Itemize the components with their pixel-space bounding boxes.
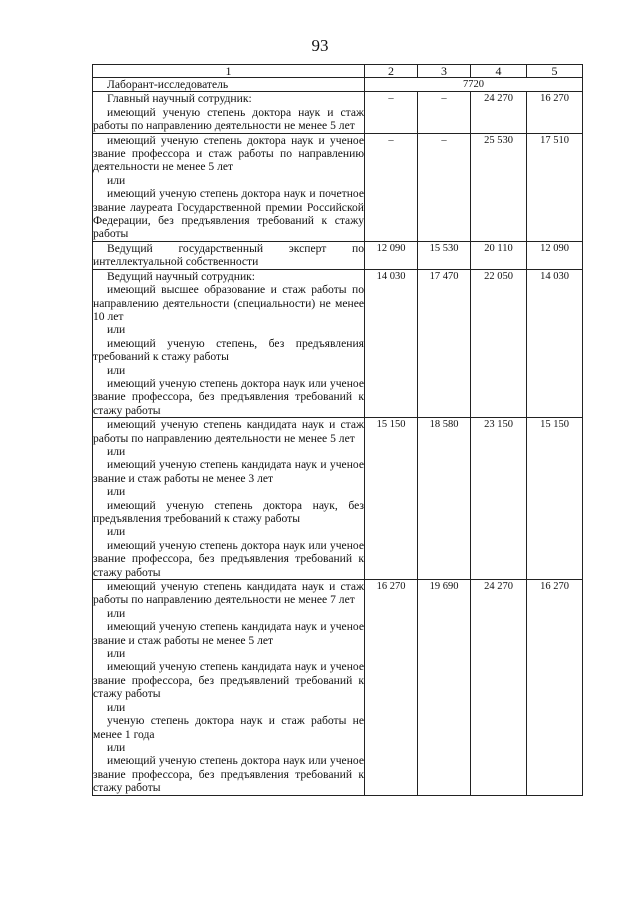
description-line: имеющий ученую степень доктора наук и почетное звание лауреата Государственной премии Российской Федерации, без предъявления требований к стажу работы bbox=[93, 187, 364, 241]
salary-value-c3: 15 530 bbox=[418, 241, 471, 269]
description-line: имеющий ученую степень кандидата наук и ученое звание и стаж работы не менее 5 лет bbox=[93, 620, 364, 647]
description-line: имеющий ученую степень доктора наук или ученое звание профессора, без предъявления требований к стажу работы bbox=[93, 754, 364, 795]
or-separator: или bbox=[107, 363, 126, 377]
table-row bbox=[93, 241, 583, 269]
description-line: имеющий ученую степень доктора наук или ученое звание профессора, без предъявления требований к стажу работы bbox=[93, 376, 364, 417]
column-header-5: 5 bbox=[527, 65, 583, 78]
salary-value-c4: 24 270 bbox=[471, 92, 527, 133]
salary-value-c4: 24 270 bbox=[471, 580, 527, 796]
salary-value-c5: 17 510 bbox=[527, 133, 583, 241]
or-separator: или bbox=[107, 525, 126, 539]
description-line: имеющий ученую степень доктора наук и стаж работы по направлению деятельности не менее 5 лет bbox=[93, 105, 364, 133]
description-line: имеющий высшее образование и стаж работы по направлению деятельности (специальности) не менее 10 лет bbox=[93, 283, 364, 323]
salary-value-c5: 12 090 bbox=[527, 241, 583, 269]
description-line: имеющий ученую степень, без предъявления требований к стажу работы bbox=[93, 336, 364, 364]
position-description bbox=[93, 133, 365, 241]
table-row bbox=[93, 92, 583, 133]
or-separator: или bbox=[107, 485, 126, 499]
or-separator: или bbox=[107, 700, 126, 714]
salary-value-c2: 14 030 bbox=[365, 269, 418, 417]
page-number: 93 bbox=[311, 36, 329, 55]
salary-value-c4: 25 530 bbox=[471, 133, 527, 241]
salary-value-c2: – bbox=[365, 92, 418, 133]
or-separator: или bbox=[107, 606, 126, 620]
description-line: Ведущий государственный эксперт по интеллектуальной собственности bbox=[93, 241, 364, 269]
salary-table bbox=[92, 64, 583, 796]
salary-value-c5: 16 270 bbox=[527, 580, 583, 796]
salary-value-c5: 14 030 bbox=[527, 269, 583, 417]
column-header-2: 2 bbox=[365, 65, 418, 78]
position-description bbox=[93, 580, 365, 796]
column-header-4: 4 bbox=[471, 65, 527, 78]
table-header-row bbox=[93, 65, 583, 78]
salary-value-c5: 16 270 bbox=[527, 92, 583, 133]
description-line: Лаборант-исследователь bbox=[107, 78, 229, 91]
position-description bbox=[93, 418, 365, 580]
or-separator: или bbox=[107, 173, 126, 187]
salary-value-c3: 19 690 bbox=[418, 580, 471, 796]
salary-value-c4: 22 050 bbox=[471, 269, 527, 417]
salary-value-c2: 16 270 bbox=[365, 580, 418, 796]
salary-value-c4: 23 150 bbox=[471, 418, 527, 580]
salary-value-c2: 12 090 bbox=[365, 241, 418, 269]
salary-value-c3: 18 580 bbox=[418, 418, 471, 580]
salary-value-c2: 15 150 bbox=[365, 418, 418, 580]
description-line: имеющий ученую степень кандидата наук и ученое звание профессора, без предъявлений требований к стажу работы bbox=[93, 660, 364, 701]
description-line: имеющий ученую степень доктора наук и ученое звание профессора и стаж работы по направлению деятельности не менее 5 лет bbox=[93, 133, 364, 174]
description-line: имеющий ученую степень доктора наук, без предъявления требований к стажу работы bbox=[93, 498, 364, 525]
salary-value-c4: 20 110 bbox=[471, 241, 527, 269]
salary-value-c5: 15 150 bbox=[527, 418, 583, 580]
salary-value-c3: – bbox=[418, 92, 471, 133]
description-line: Ведущий научный сотрудник: bbox=[107, 269, 256, 283]
salary-value-c2: – bbox=[365, 133, 418, 241]
position-description bbox=[93, 92, 365, 133]
table-row bbox=[93, 133, 583, 241]
description-line: имеющий ученую степень доктора наук или ученое звание профессора, без предъявления требований к стажу работы bbox=[93, 538, 364, 579]
description-line: имеющий ученую степень кандидата наук и стаж работы по направлению деятельности не менее 5 лет bbox=[93, 418, 364, 445]
description-line: ученую степень доктора наук и стаж работы не менее 1 года bbox=[93, 714, 364, 741]
column-header-3: 3 bbox=[418, 65, 471, 78]
description-line: имеющий ученую степень кандидата наук и стаж работы по направлению деятельности не менее 7 лет bbox=[93, 580, 364, 607]
salary-value-c3: – bbox=[418, 133, 471, 241]
salary-value-merged: 7720 bbox=[365, 78, 583, 92]
description-line: имеющий ученую степень кандидата наук и ученое звание и стаж работы не менее 3 лет bbox=[93, 458, 364, 485]
or-separator: или bbox=[107, 647, 126, 661]
table-row bbox=[93, 580, 583, 796]
column-header-1: 1 bbox=[93, 65, 365, 78]
position-description bbox=[93, 269, 365, 417]
description-line: Главный научный сотрудник: bbox=[107, 92, 252, 106]
position-description bbox=[93, 241, 365, 269]
or-separator: или bbox=[107, 323, 126, 337]
table-row bbox=[93, 78, 583, 92]
or-separator: или bbox=[107, 444, 126, 458]
table-row bbox=[93, 418, 583, 580]
table-row bbox=[93, 269, 583, 417]
salary-value-c3: 17 470 bbox=[418, 269, 471, 417]
or-separator: или bbox=[107, 740, 126, 754]
position-description bbox=[93, 78, 365, 92]
